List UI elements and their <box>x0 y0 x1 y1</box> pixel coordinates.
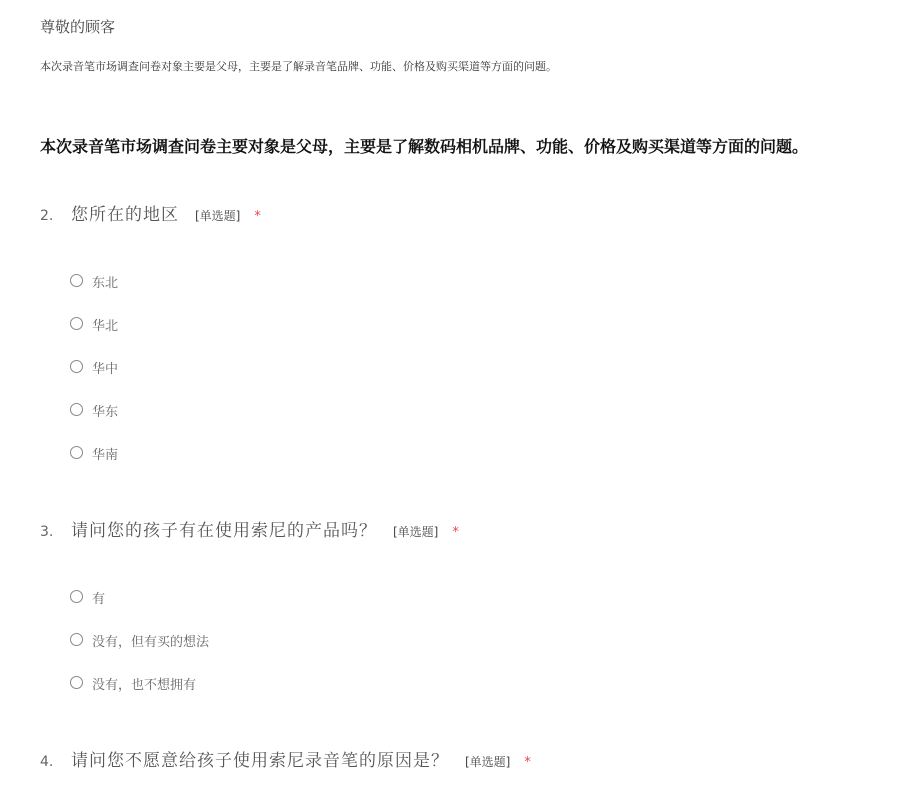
question-type-badge: [单选题] <box>465 755 511 769</box>
question-type-badge: [单选题] <box>195 209 241 223</box>
radio-button[interactable] <box>70 360 83 373</box>
radio-option-no-but-want[interactable] <box>70 619 209 662</box>
question-2-header <box>40 200 261 225</box>
radio-button[interactable] <box>70 317 83 330</box>
survey-intro-bold: 本次录音笔市场调查问卷主要对象是父母，主要是了解数码相机品牌、功能、价格及购买渠道等方面的问题。 <box>40 137 809 156</box>
required-marker: * <box>254 209 261 224</box>
question-3-options <box>70 576 209 705</box>
radio-option-huanan[interactable] <box>70 432 118 475</box>
question-2 <box>40 200 261 225</box>
question-title: 请问您的孩子有在使用索尼的产品吗？ <box>71 521 377 541</box>
radio-option-yes[interactable] <box>70 576 209 619</box>
question-number: 4. <box>40 754 54 770</box>
option-label: 华东 <box>92 405 119 420</box>
option-label: 没有，也不想拥有 <box>92 678 197 693</box>
radio-button[interactable] <box>70 590 83 603</box>
option-label: 东北 <box>92 276 119 291</box>
question-3-header <box>40 516 459 541</box>
question-number: 2. <box>40 208 54 224</box>
radio-button[interactable] <box>70 633 83 646</box>
radio-button[interactable] <box>70 446 83 459</box>
question-4-header <box>40 746 531 771</box>
question-3 <box>40 516 459 541</box>
question-4 <box>40 746 531 771</box>
greeting-title: 尊敬的顾客 <box>40 18 116 36</box>
option-label: 华南 <box>92 448 119 463</box>
radio-option-huazhong[interactable] <box>70 346 118 389</box>
radio-option-huabei[interactable] <box>70 303 118 346</box>
survey-intro-small: 本次录音笔市场调查问卷对象主要是父母，主要是了解录音笔品牌、功能、价格及购买渠道等方面的问题。 <box>40 60 557 73</box>
radio-option-dongbei[interactable] <box>70 260 118 303</box>
required-marker: * <box>524 755 531 770</box>
radio-button[interactable] <box>70 274 83 287</box>
radio-button[interactable] <box>70 403 83 416</box>
question-2-options <box>70 260 118 475</box>
question-title: 请问您不愿意给孩子使用索尼录音笔的原因是？ <box>71 751 449 771</box>
option-label: 没有，但有买的想法 <box>92 635 210 650</box>
radio-option-no-not-want[interactable] <box>70 662 209 705</box>
radio-option-huadong[interactable] <box>70 389 118 432</box>
option-label: 华北 <box>92 319 119 334</box>
question-title: 您所在的地区 <box>71 205 179 225</box>
radio-button[interactable] <box>70 676 83 689</box>
option-label: 华中 <box>92 362 119 377</box>
question-number: 3. <box>40 524 54 540</box>
option-label: 有 <box>92 592 106 607</box>
required-marker: * <box>452 525 459 540</box>
question-type-badge: [单选题] <box>393 525 439 539</box>
